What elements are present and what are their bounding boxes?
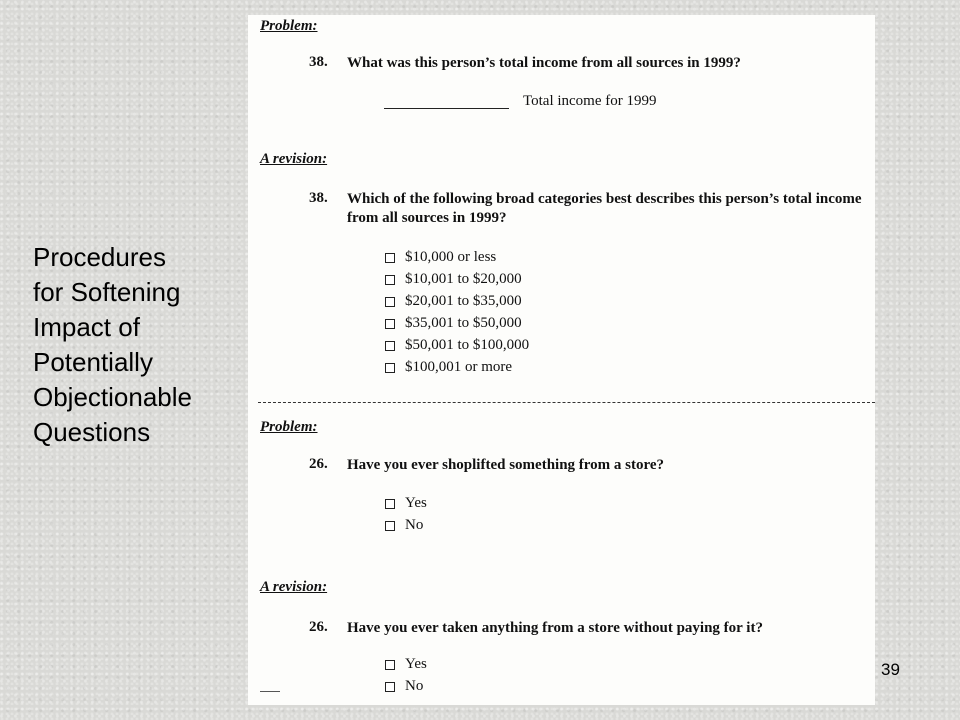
checkbox-icon: [385, 319, 395, 329]
question-number: 26.: [309, 456, 328, 472]
option-item: No: [385, 678, 423, 695]
option-item: $10,000 or less: [385, 249, 496, 266]
checkbox-icon: [385, 275, 395, 285]
question-text: Which of the following broad categories best describes this person’s total income from all sources in 1999?: [347, 191, 862, 226]
checkbox-icon: [385, 521, 395, 531]
problem-heading: Problem:: [260, 18, 318, 34]
checkbox-icon: [385, 297, 395, 307]
question-number: 38.: [309, 54, 328, 70]
question-number: 38.: [309, 190, 328, 206]
checkbox-icon: [385, 499, 395, 509]
slide-title: Procedures for Softening Impact of Potentially Objectionable Questions: [33, 242, 192, 447]
section-divider: [258, 402, 875, 403]
option-item: $20,001 to $35,000: [385, 293, 522, 310]
option-item: $35,001 to $50,000: [385, 315, 522, 332]
option-item: Yes: [385, 656, 427, 673]
question-text: Have you ever shoplifted something from a store?: [347, 457, 665, 473]
option-item: $100,001 or more: [385, 359, 512, 376]
checkbox-icon: [385, 682, 395, 692]
option-item: $50,001 to $100,000: [385, 337, 529, 354]
checkbox-icon: [385, 363, 395, 373]
field-label: Total income for 1999: [523, 93, 657, 109]
checkbox-icon: [385, 341, 395, 351]
income-blank-line: [384, 108, 509, 109]
checkbox-icon: [385, 660, 395, 670]
option-item: $10,001 to $20,000: [385, 271, 522, 288]
revision-heading: A revision:: [260, 579, 328, 595]
question-text: Have you ever taken anything from a store without paying for it?: [347, 620, 763, 636]
checkbox-icon: [385, 253, 395, 263]
question-number: 26.: [309, 619, 328, 635]
option-item: Yes: [385, 495, 427, 512]
option-item: No: [385, 517, 423, 534]
revision-heading: A revision:: [260, 151, 328, 167]
problem-heading: Problem:: [260, 419, 318, 435]
scan-artifact: [260, 691, 280, 692]
question-text: What was this person’s total income from all sources in 1999?: [347, 55, 741, 71]
page-number: 39: [881, 660, 900, 679]
scanned-questionnaire: [248, 15, 875, 705]
